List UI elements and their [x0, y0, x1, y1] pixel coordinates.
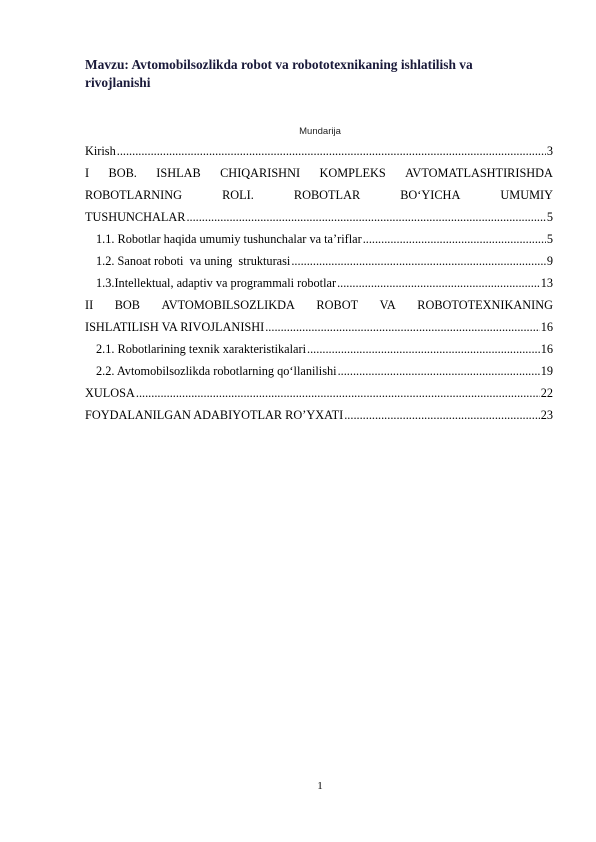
toc-entry-2-2[interactable] — [85, 360, 553, 382]
toc-entry-page: 5 — [546, 232, 553, 246]
toc-leader-dots — [337, 272, 540, 294]
toc-entry-1-2[interactable] — [85, 250, 553, 272]
toc-word: ROBOTLAR — [293, 188, 361, 202]
toc-leader-dots — [307, 338, 540, 360]
toc-chapter-2-line-1 — [85, 294, 553, 316]
toc-chapter-1-line-3 — [85, 206, 553, 228]
toc-entry-text: ISHLATILISH VA RIVOJLANISHI — [85, 320, 265, 334]
toc-entry-page: 3 — [546, 144, 553, 158]
toc-word: AVTOMATLASHTIRISHDA — [405, 166, 553, 180]
toc-entry-text: 1.2. Sanoat roboti va uning strukturasi — [96, 254, 291, 268]
toc-word: I — [85, 166, 90, 180]
toc-entry-page: 9 — [546, 254, 553, 268]
toc-leader-dots — [338, 360, 540, 382]
toc-word: ROBOTLARNING — [85, 188, 183, 202]
toc-entry-text: FOYDALANILGAN ADABIYOTLAR RO’YXATI — [85, 408, 344, 422]
toc-word: UMUMIY — [500, 188, 553, 202]
toc-leader-dots — [117, 140, 546, 162]
toc-entry-2-1[interactable] — [85, 338, 553, 360]
toc-word: ROBOTOTEXNIKANING — [417, 298, 553, 312]
toc-entry-kirish[interactable] — [85, 140, 553, 162]
toc-word: CHIQARISHNI — [220, 166, 301, 180]
toc-entry-text: 2.1. Robotlarining texnik xarakteristikalari — [96, 342, 307, 356]
toc-entry-text: 2.2. Avtomobilsozlikda robotlarning qo‘llanilishi — [96, 364, 337, 378]
toc-chapter-1-line-2 — [85, 184, 553, 206]
toc-word: ISHLAB — [156, 166, 201, 180]
toc-word: II — [85, 298, 94, 312]
toc-word: ROBOT — [316, 298, 359, 312]
toc-word: BO‘YICHA — [400, 188, 461, 202]
toc-entry-chapter-2[interactable] — [85, 294, 553, 338]
toc-entry-page: 22 — [540, 386, 553, 400]
toc-entry-text: TUSHUNCHALAR — [85, 210, 186, 224]
toc-entry-text: 1.1. Robotlar haqida umumiy tushunchalar va ta’riflar — [96, 232, 362, 246]
toc-entry-page: 13 — [540, 276, 553, 290]
toc-entry-page: 16 — [540, 320, 553, 334]
toc-word: ROLI. — [222, 188, 254, 202]
toc-entry-text: Kirish — [85, 144, 116, 158]
toc-entry-1-3[interactable] — [85, 272, 553, 294]
toc-leader-dots — [344, 404, 539, 426]
toc-entry-references[interactable] — [85, 404, 553, 426]
page-number: 1 — [317, 780, 323, 792]
toc-entry-xulosa[interactable] — [85, 382, 553, 404]
title-line-1: Mavzu: Avtomobilsozlikda robot va robototexnikaning ishlatilish va — [85, 57, 473, 72]
toc-chapter-1-line-1 — [85, 162, 553, 184]
toc-entry-page: 5 — [546, 210, 553, 224]
toc-entry-page: 23 — [540, 408, 553, 422]
toc-entry-1-1[interactable] — [85, 228, 553, 250]
toc-word: BOB — [114, 298, 140, 312]
toc-leader-dots — [136, 382, 540, 404]
document-title — [85, 56, 515, 92]
toc-entry-page: 16 — [540, 342, 553, 356]
toc-word: AVTOMOBILSOZLIKDA — [161, 298, 295, 312]
table-of-contents — [85, 140, 553, 426]
title-line-2: rivojlanishi — [85, 75, 151, 90]
toc-leader-dots — [291, 250, 546, 272]
toc-entry-chapter-1[interactable] — [85, 162, 553, 228]
toc-heading: Mundarija — [299, 126, 341, 137]
toc-chapter-2-line-2 — [85, 316, 553, 338]
toc-entry-page: 19 — [540, 364, 553, 378]
toc-entry-text: XULOSA — [85, 386, 135, 400]
toc-word: BOB. — [108, 166, 137, 180]
toc-leader-dots — [363, 228, 546, 250]
toc-leader-dots — [265, 316, 539, 338]
toc-word: VA — [379, 298, 396, 312]
toc-word: KOMPLEKS — [319, 166, 386, 180]
toc-leader-dots — [186, 206, 545, 228]
toc-entry-text: 1.3.Intellektual, adaptiv va programmali robotlar — [96, 276, 337, 290]
